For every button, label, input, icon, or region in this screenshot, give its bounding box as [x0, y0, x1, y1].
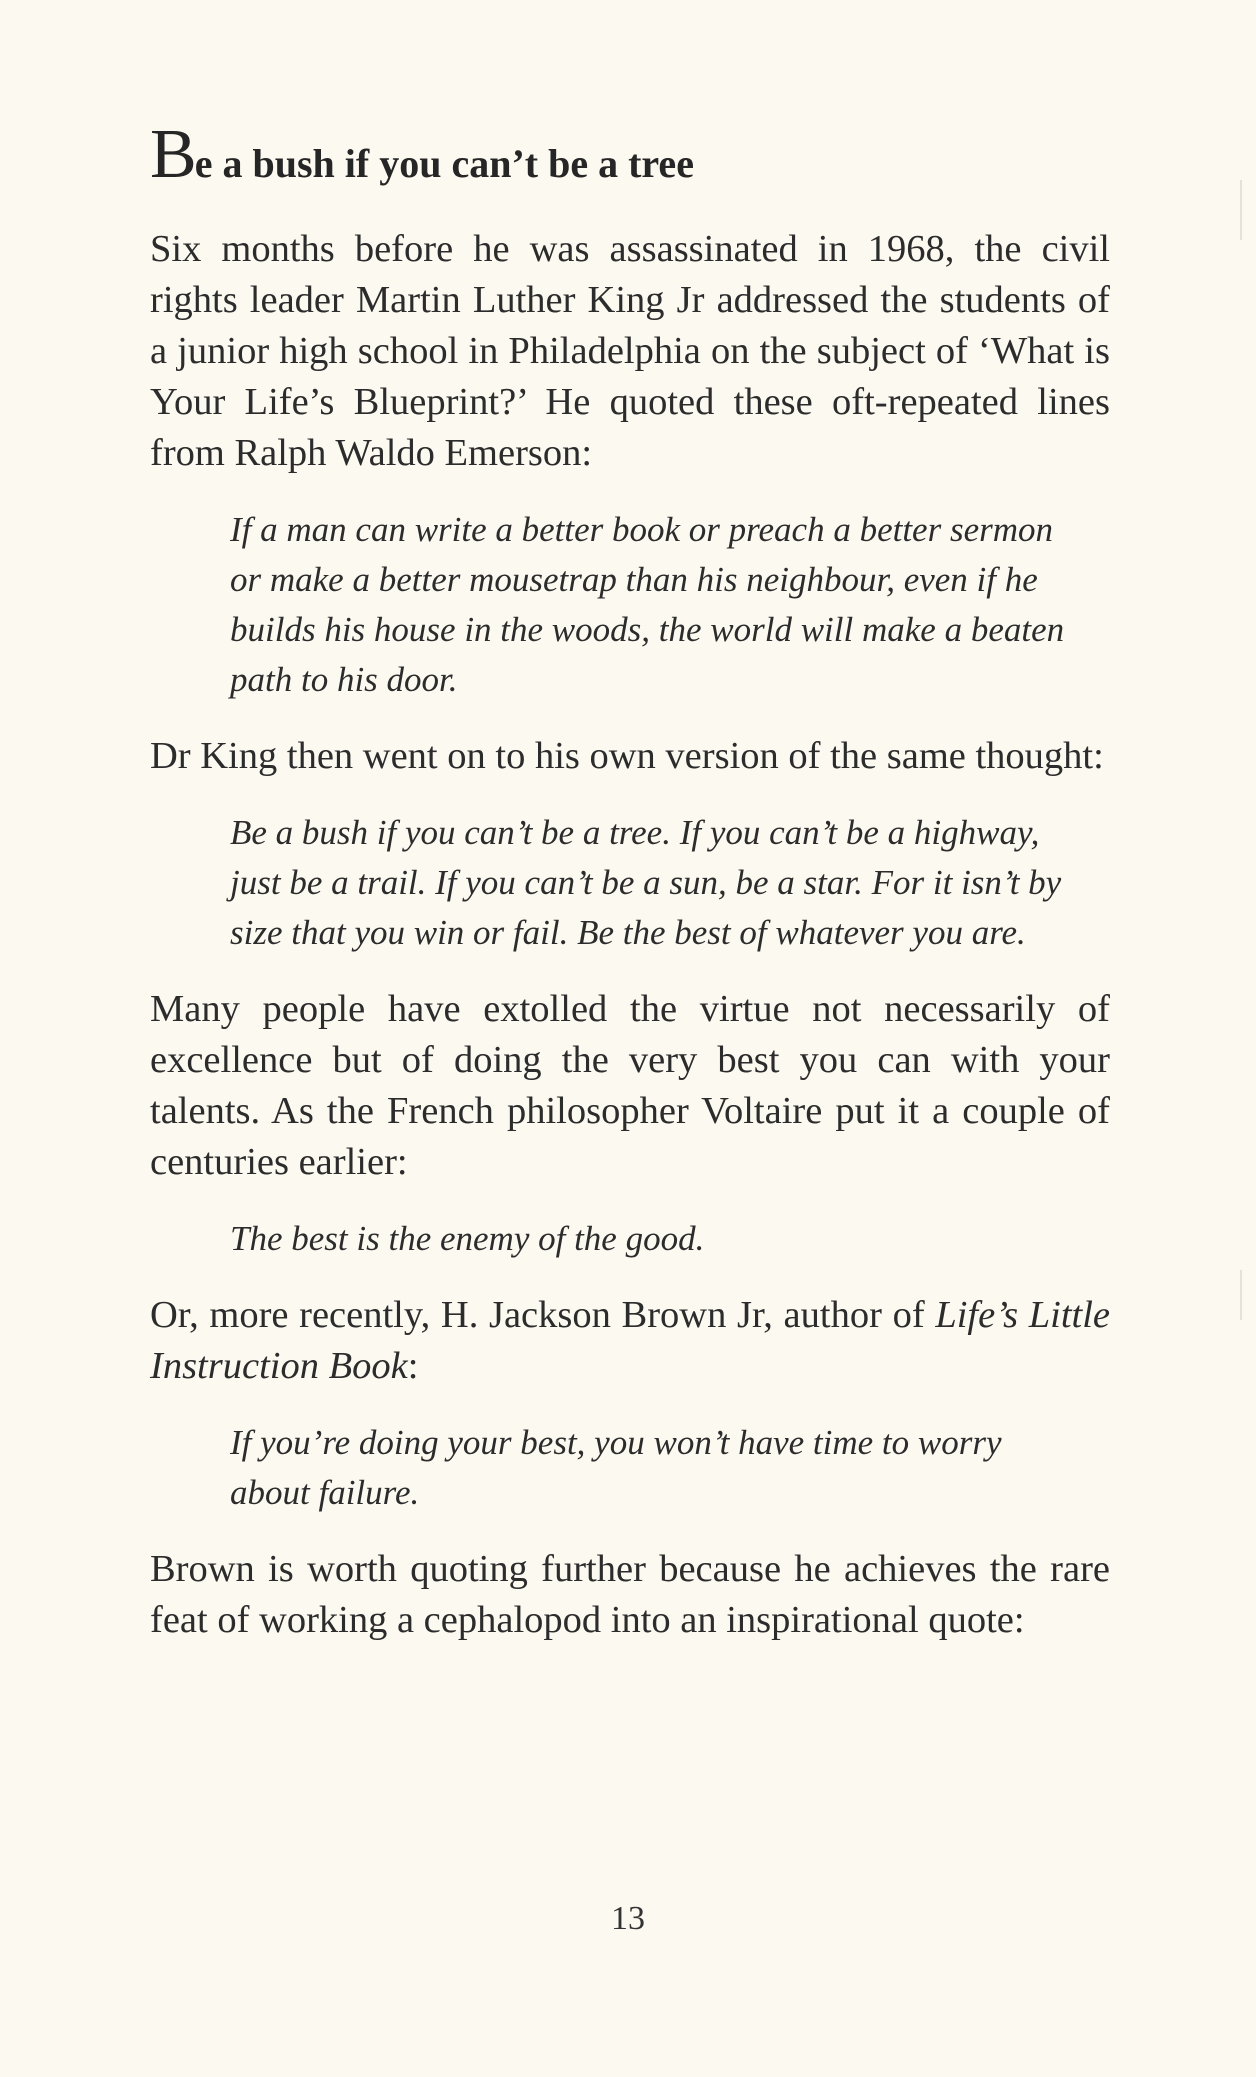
- paragraph-cephalopod: Brown is worth quoting further because he achieves the rare feat of working a cephalopod into an inspirational quote:: [150, 1548, 1110, 1641]
- paragraph-brown-intro: [150, 1290, 1110, 1392]
- page-content: [150, 116, 1110, 1672]
- brown-intro-colon: :: [407, 1345, 419, 1387]
- paragraph-voltaire-intro: Many people have extolled the virtue not necessarily of excellence but of doing the very best you can with your talents. As the French philosopher Voltaire put it a couple of centuries earlier:: [150, 988, 1110, 1183]
- quote-voltaire: The best is the enemy of the good.: [230, 1219, 705, 1258]
- paragraph-king-version: Dr King then went on to his own version of the same thought:: [150, 735, 1104, 777]
- page-edge-mark: [1240, 1270, 1242, 1320]
- quote-emerson: If a man can write a better book or preach a better sermon or make a better mousetrap than his neighbour, even if he builds his house in the woods, the world will make a beaten path to his door.: [230, 510, 1065, 699]
- paragraph-mlk-intro: Six months before he was assassinated in 1968, the civil rights leader Martin Luther King Jr addressed the students of a junior high school in Philadelphia on the subject of ‘What is Your Life’s Blueprint?’ He quoted these oft-repeated lines from Ralph Waldo Emerson:: [150, 228, 1110, 474]
- quote-king: Be a bush if you can’t be a tree. If you can’t be a highway, just be a trail. If you can’t be a sun, be a star. For it isn’t by size that you win or fail. Be the best of whatever you are.: [230, 813, 1062, 952]
- quote-brown: If you’re doing your best, you won’t have time to worry about failure.: [230, 1423, 1002, 1512]
- page-number: 13: [611, 1900, 645, 1937]
- heading-text: e a bush if you can’t be a tree: [194, 141, 694, 186]
- heading-dropcap: B: [150, 116, 195, 193]
- page-edge-mark: [1240, 180, 1242, 240]
- section-heading: [150, 116, 1110, 193]
- book-title: Life’s Little Instruction Book: [150, 1294, 1110, 1387]
- brown-intro-text: Or, more recently, H. Jackson Brown Jr, author of: [150, 1294, 936, 1336]
